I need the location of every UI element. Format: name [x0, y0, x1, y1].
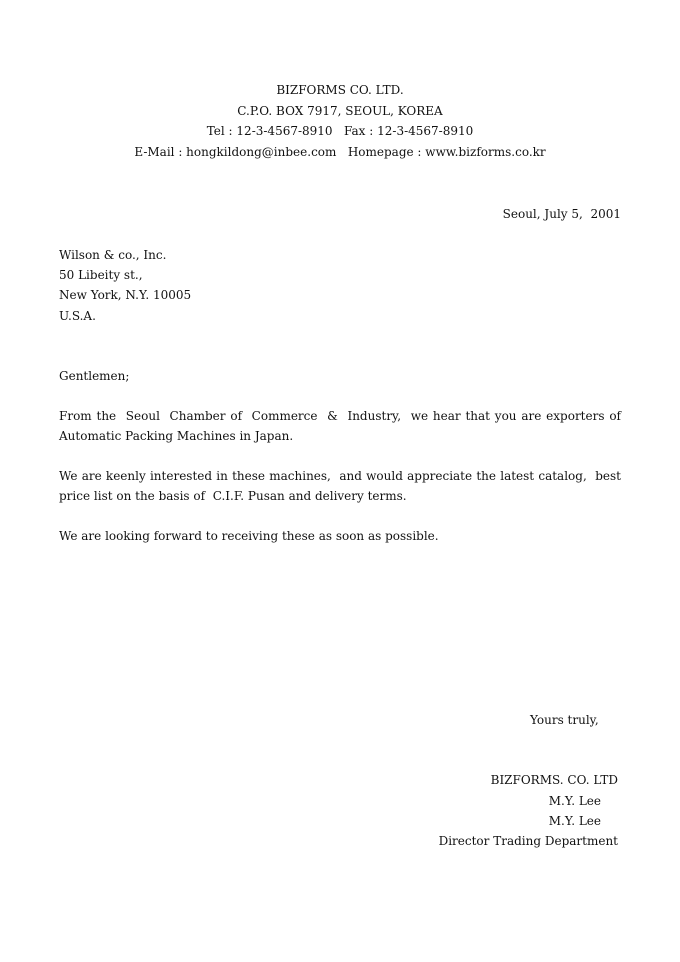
- salutation: Gentlemen;: [59, 369, 130, 383]
- signature-name-typed: M.Y. Lee: [548, 814, 601, 828]
- signature-name: M.Y. Lee: [548, 794, 601, 808]
- recipient-city: New York, N.Y. 10005: [59, 288, 192, 302]
- signature-company: BIZFORMS. CO. LTD: [490, 773, 618, 787]
- letterhead-address: C.P.O. BOX 7917, SEOUL, KOREA: [237, 104, 443, 118]
- letterhead-web: E-Mail : hongkildong@inbee.com Homepage : www.bizforms.co.kr: [134, 145, 546, 159]
- letterhead-contact: Tel : 12-3-4567-8910 Fax : 12-3-4567-8910: [206, 124, 474, 138]
- signature-title: Director Trading Department: [438, 834, 618, 848]
- letter-date: Seoul, July 5, 2001: [502, 207, 621, 221]
- recipient-country: U.S.A.: [59, 309, 96, 323]
- recipient-name: Wilson & co., Inc.: [59, 248, 167, 262]
- closing: Yours truly,: [530, 713, 599, 727]
- letterhead-company: BIZFORMS CO. LTD.: [276, 83, 404, 97]
- body-paragraph-3: We are looking forward to receiving these as soon as possible.: [59, 529, 439, 543]
- body-paragraph-2: We are keenly interested in these machines, and would appreciate the latest catalog, best price list on the basis of C.I.F. Pusan and delivery terms.: [59, 469, 625, 503]
- recipient-street: 50 Libeity st.,: [59, 268, 143, 282]
- body-paragraph-1: From the Seoul Chamber of Commerce & Industry, we hear that you are exporters of Automatic Packing Machines in Japan.: [59, 409, 625, 443]
